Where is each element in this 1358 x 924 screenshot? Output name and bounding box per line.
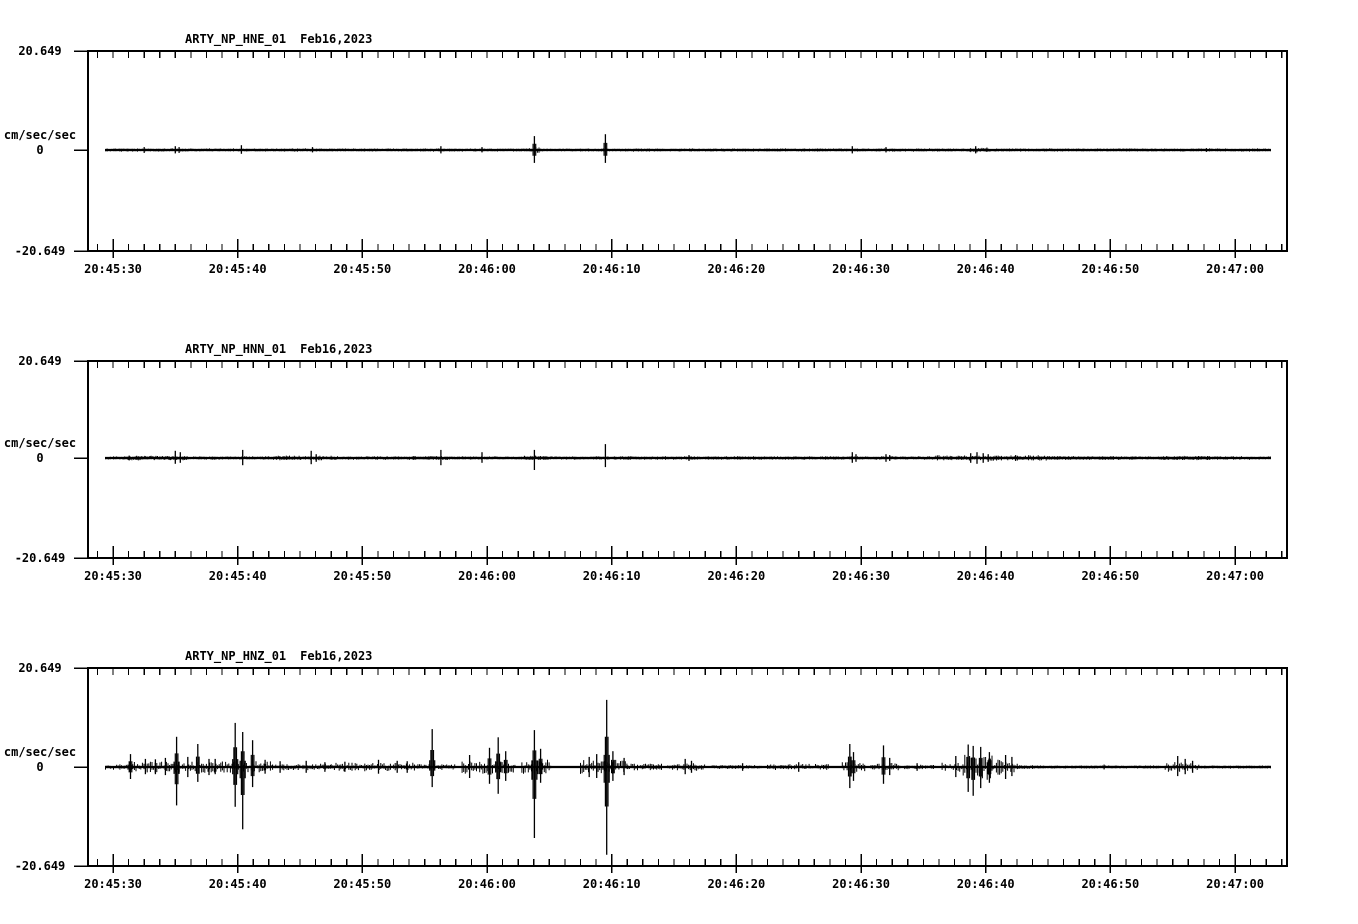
panel-2-xtick-6: 20:46:30 <box>832 569 890 583</box>
panel-2-xtick-1: 20:45:40 <box>208 569 267 583</box>
panel-2-ytick-min: -20.649 <box>14 551 66 565</box>
panel-1-xtick-8: 20:46:50 <box>1081 262 1140 276</box>
panel-3-xtick-8: 20:46:50 <box>1081 877 1140 891</box>
panel-3-ytick-max: 20.649 <box>18 661 62 675</box>
panel-3-xtick-7: 20:46:40 <box>956 877 1015 891</box>
panel-1-xtick-2: 20:45:50 <box>333 262 392 276</box>
panel-3-xtick-9: 20:47:00 <box>1206 877 1264 891</box>
panel-2-station-label: ARTY_NP_HNN_01 <box>185 342 287 356</box>
panel-2-ytick-max: 20.649 <box>18 354 62 368</box>
panel-1-title <box>185 32 372 46</box>
panel-2-xtick-0: 20:45:30 <box>84 569 142 583</box>
panel-3-xtick-6: 20:46:30 <box>832 877 890 891</box>
panel-1-xtick-5: 20:46:20 <box>707 262 766 276</box>
panel-2-xtick-8: 20:46:50 <box>1081 569 1140 583</box>
panel-1-ytick-max: 20.649 <box>18 44 62 58</box>
panel-2-xtick-2: 20:45:50 <box>333 569 392 583</box>
panel-3-xtick-4: 20:46:10 <box>582 877 641 891</box>
panel-1-xtick-6: 20:46:30 <box>832 262 890 276</box>
panel-3-xtick-2: 20:45:50 <box>333 877 392 891</box>
panel-1-xtick-9: 20:47:00 <box>1206 262 1264 276</box>
panel-1-yaxis-units: cm/sec/sec <box>3 128 77 142</box>
panel-3-ytick-zero: 0 <box>36 760 44 774</box>
panel-1-station-label: ARTY_NP_HNE_01 <box>185 32 287 46</box>
panel-1-xtick-3: 20:46:00 <box>458 262 516 276</box>
panel-2-ytick-zero: 0 <box>36 451 44 465</box>
panel-2-yaxis-units: cm/sec/sec <box>3 436 77 450</box>
panel-1-xtick-4: 20:46:10 <box>582 262 641 276</box>
panel-3-station-label: ARTY_NP_HNZ_01 <box>185 649 287 663</box>
panel-2-xtick-3: 20:46:00 <box>458 569 516 583</box>
panel-2-date-label: Feb16,2023 <box>300 342 373 356</box>
panel-3-ytick-min: -20.649 <box>14 859 66 873</box>
panel-1-date-label: Feb16,2023 <box>300 32 373 46</box>
panel-2-xtick-9: 20:47:00 <box>1206 569 1264 583</box>
panel-1-xtick-7: 20:46:40 <box>956 262 1015 276</box>
panel-1-ytick-min: -20.649 <box>14 244 66 258</box>
panel-3-date-label: Feb16,2023 <box>300 649 373 663</box>
panel-2-xtick-4: 20:46:10 <box>582 569 641 583</box>
panel-3-xtick-1: 20:45:40 <box>208 877 267 891</box>
panel-3-xtick-0: 20:45:30 <box>84 877 142 891</box>
panel-1-ytick-zero: 0 <box>36 143 44 157</box>
panel-3-xtick-3: 20:46:00 <box>458 877 516 891</box>
panel-3-title <box>185 649 372 663</box>
panel-3-xtick-5: 20:46:20 <box>707 877 766 891</box>
panel-3-yaxis-units: cm/sec/sec <box>3 745 77 759</box>
panel-1-xtick-1: 20:45:40 <box>208 262 267 276</box>
panel-2-title <box>185 342 372 356</box>
panel-2-xtick-7: 20:46:40 <box>956 569 1015 583</box>
panel-1-xtick-0: 20:45:30 <box>84 262 142 276</box>
panel-2-xtick-5: 20:46:20 <box>707 569 766 583</box>
